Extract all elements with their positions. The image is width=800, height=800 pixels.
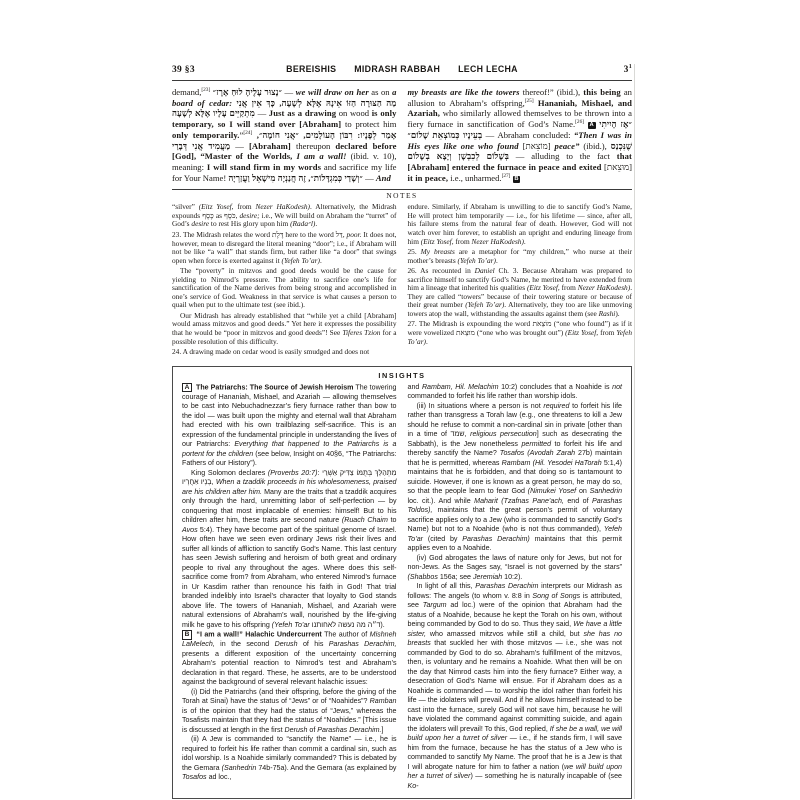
- title-bereishis: BEREISHIS: [286, 64, 337, 74]
- note-paragraph: 25. My breasts are a metaphor for “my children,” who nurse at their mother’s breasts (Yefeh To’ar).: [407, 247, 632, 265]
- insight-paragraph: King Solomon declares (Proverbs 20:7): מִתְהַלֵּךְ בְּתֻמּוֹ צַדִּיק אַשְׁרֵי בָנָיו אַחֲרָיו, When a tzaddik proceeds in his wholesomeness, praised are his children after him. Many are the traits that a tzaddik acquires only through the hard, unremitting labor of self-perfection — by conquering that most implacable of enemies: himself! But to his children after him, these traits are second nature (Ruach Chaim to Avos 5:4). They have become part of the spiritual genome of Israel. How often have we seen even ordinary Jews risk their lives and suffer all kinds of affliction to sanctify God’s Name. This last century has seen Jewish suffering and heroism of both great and ordinary people to rival any throughout the ages. Where does this self-sacrifice come from? from Abraham, who entered Nimrod’s furnace in Ur Kasdim rather than renounce his faith in God! That trial branded indelibly into Israel’s character that loyalty to God stands above life. The towers of Hananiah, Mishael, and Azariah were natural extensions of Abraham’s wall, nourished by the life-giving milk he gave to his offspring (Yefeh To’ar ד״ה מה נעשה לאחותנו).: [182, 468, 397, 629]
- insight-paragraph: In light of all this, Parashas Derachim interprets our Midrash as follows: The angels (to whom v. 8:8 in Song of Songs is attributed, see Targum ad loc.) were of the opinion that Abraham had the status of a Noahide, because he kept the Torah on his own, without being commanded by God to do so. Thus they said, We have a little sister, who amassed mitzvos while still a child, but she has no breasts that suckled her with those mitzvos — i.e., she was not commanded by God to do so. Abraham’s fulfillment of the mitzvos, then, is voluntary and he remains a Noahide. What then will be on the day that Nimrod casts him into the fiery furnace? Either way, a desecration of God’s Name will ensue. For if Abraham does as a Noahide is commanded — to worship the idol rather than forfeit his life — the idolaters will prevail. And if he allows himself instead to be cast into the furnace, surely God will not save him, because he will have violated the command against committing suicide, and again the idolaters will prevail! To this, God replied, If she be a wall, we will build upon her a turret of silver — i.e., if he stands firm, I will save him from the furnace, because he has the status of a Jew who is commanded to sanctify My Name. The proof that he is a Jew is that I will abrogate nature for him to father a nation (we will build upon her a turret of silver) — something he is naturally incapable of (see Ko-: [407, 582, 623, 790]
- main-left-column: demand,[23] ״נָצוּר עָלֶיהָ לוּחַ אָרֶז״ — we will draw on her as on a board of cedar: מַה הַצּוּרָה הַזּוֹ אֵינָהּ אֶלָּא לְשָׁעָה, כָּךְ אֵין אֲנִי מִתְקַיֵּים עָלָיו אֶלָּא לְשָׁעָה — Just as a drawing on wood is only temporary, so I will stand over [Abraham] to protect him only temporarily.”[24] אָמַר לְפָנָיו: רִבּוֹן הָעוֹלָמִים, ״אֲנִי חוֹמָה״, מַעֲמִיד אֲנִי דְּבָרַי — [Abraham] thereupon declared before [God], “Master of the Worlds, I am a wall! (ibid. v. 10), meaning: I will stand firm in my words and sacrifice my life for Your Name! ״וְשָׁדַי כְּמִגְדָּלוֹת״, זֶה חֲנַנְיָה מִישָׁאֵל וַעֲזַרְיָה — And: [172, 87, 397, 183]
- notes-right-column: [408, 203, 633, 358]
- insight-paragraph: (iii) In situations where a person is not required to forfeit his life rather than transgress a Torah law (e.g., one threatens to kill a Jew should he refuse to commit a non-cardinal sin in private [other than in a time of שמד, religious persecution] such as desecrating the Sabbath), is the Jew nonetheless permitted to forfeit his life and thereby sanctify the Name? Tosafos (Avodah Zarah 27b) maintain that he is permitted, whereas Rambam (Hil. Yesodei HaTorah 5:1,4) maintains that he is forbidden, and that doing so is tantamount to suicide. However, if one is known as a great person, he may do so, so that the people learn to fear God (Nimukei Yosef on Sanhedrin loc. cit.). And while Maharit (Tzafnas Pane’ach, end of Parashas Toldos), maintains that the great person’s permit of voluntary sacrifice applies only to a Jew (who is commanded to sanctify God’s Name) but not to a Noahide (who is not thus commanded), Yefeh To’ar (cited by Parashas Derachim) maintains that this permit applies even to a Noahide.: [407, 401, 623, 553]
- page-number-base: 3: [623, 65, 629, 75]
- insight-paragraph: (i) Did the Patriarchs (and their offspring, before the giving of the Torah at Sinai) have the status of “Jews” or of “Noahides”? Ramban is of the opinion that they had the status of “Jews,” whereas the Tosafists maintain that they had the status of “Noahides.” [This issue is discussed at length in the first Derush of Parashas Derachim.]: [182, 687, 397, 734]
- note-paragraph: Our Midrash has already established that “while yet a child [Abraham] would amass mitzvos and good deeds.” Yet here it expresses the possibility that he would be “poor in mitzvos and good deeds”! See Tiferes Tzion for a possible resolution of this difficulty.: [172, 310, 397, 346]
- insight-paragraph-a: A The Patriarchs: The Source of Jewish Heroism The towering courage of Hananiah, Mishael, and Azariah — allowing themselves to be cast into Nebuchadnezzar’s fiery furnace rather than bow to the idol — was built upon the mighty and eternal wall that Abraham had erected with his own trailblazing self-sacrifice. This is an expression of the fundamental principle in understanding the lives of our Patriarchs: Everything that happened to the Patriarchs is a portent for the children (see below, Insight on 40§6, “The Patriarchs: Fathers of our History”).: [182, 383, 397, 468]
- note-paragraph: “silver” (Eitz Yosef, from Nezer HaKodesh). Alternatively, the Midrash expounds כֶּסֶף as כֹּסֶף, desire; i.e., We will build on Abraham the “turret” of God’s desire to rest His glory upon him (Rada״l).: [172, 202, 397, 229]
- section-reference: 39 §3: [172, 65, 195, 75]
- insight-paragraph: (ii) A Jew is commanded to “sanctify the Name” — i.e., he is required to forfeit his life rather than commit a cardinal sin, such as idol worship. Is a Noahide similarly commanded? This is debated by the Gemara (Sanhedrin 74b-75a). And the Gemara (as explained by Tosafos ad loc.,: [182, 735, 397, 782]
- running-title: [242, 64, 562, 74]
- insights-columns: [182, 383, 622, 792]
- title-midrash-rabbah: MIDRASH RABBAH: [354, 64, 441, 74]
- insights-section-label: INSIGHTS: [378, 370, 426, 380]
- page-body: [172, 64, 635, 799]
- page-header: [172, 64, 632, 75]
- notes-rule: [172, 189, 632, 190]
- note-paragraph: The “poverty” in mitzvos and good deeds would be the cause for yielding to Nimrod’s pressure. The ability to sacrifice one’s life for sanctification of the Name derives from being strong and accomplished in one’s service of God. Weakness in that service is what causes a person to quail when put to the ultimate test (see ibid.).: [172, 266, 397, 310]
- note-paragraph: 26. As recounted in Daniel Ch. 3. Because Abraham was prepared to sacrifice himself to sanctify God’s Name, he merited to have extended from him a lineage that inherited his qualities (Eitz Yosef, from Nezer HaKodesh). They are called “towers” because of their towering stature or because of their great number (Yefeh To’ar). Alternatively, they too are like unmoving towers atop the wall, withstanding the assaults against them (see Rashi).: [407, 266, 633, 318]
- note-paragraph: 27. The Midrash is expounding the word מוֹצֵאת (“one who found”) as if it were vowelized מוּצֵאת (“one who was brought out”) (Eitz Yosef, from Yefeh To’ar).: [407, 319, 633, 346]
- page-number-superscript: 1: [628, 63, 632, 70]
- insight-paragraph: and Rambam, Hil. Melachim 10:2) concludes that a Noahide is not commanded to forfeit his life rather than worship idols.: [407, 382, 622, 401]
- page-number: [562, 65, 632, 75]
- notes-section: [172, 203, 632, 358]
- title-lech-lecha: LECH LECHA: [458, 64, 518, 74]
- notes-section-label: NOTES: [386, 191, 418, 201]
- notes-left-column: [172, 203, 397, 358]
- insight-paragraph-b: B “I am a wall!” Halachic Undercurrent The author of Mishneh LaMelech, in the second Derush of his Parashas Derachim, presents a different exposition of the uncertainty concerning Abraham’s potential reaction to Nimrod’s test and Abraham’s declaration in that regard. These, he asserts, are to be understood against the background of several relevant halachic issues:: [182, 630, 397, 687]
- insights-right-column: [408, 383, 623, 792]
- insights-box: [172, 366, 632, 800]
- insight-paragraph: (iv) God abrogates the laws of nature only for Jews, but not for non-Jews. As the Sages say, “Israel is not governed by the stars” (Shabbos 156a; see Jeremiah 10:2).: [407, 553, 622, 581]
- note-paragraph: endure. Similarly, if Abraham is unwilling to die to sanctify God’s Name, He will protect him temporarily — i.e., for his lifetime — since, after all, his failure stems from the natural fear of death. However, God will not watch over him forever, to establish an upright and enduring lineage from him (Eitz Yosef, from Nezer HaKodesh).: [407, 202, 632, 246]
- note-paragraph: 24. A drawing made on cedar wood is easily smudged and does not: [172, 347, 370, 357]
- main-translation-text: [172, 87, 632, 183]
- note-paragraph: 23. The Midrash relates the word דֶּלֶת here to the word דַּל, poor. It does not, however, mean to disregard the literal meaning “door”; i.e., if Abraham will not be like “a wall” that stands firm, but rather like “a door” that swings open when force is exerted against it (Yefeh To’ar).: [172, 229, 397, 265]
- header-rule: [172, 80, 632, 81]
- main-right-column: my breasts are like the towers thereof!” (ibid.), this being an allusion to Abraham’s offspring,[25] Hananiah, Mishael, and Azariah, who similarly allowed themselves to be thrown into a fiery furnace in sanctification of God’s Name.[26] A ״אָז הָיִיתִי בְעֵינָיו כְּמוֹצְאֵת שָׁלוֹם״ — Abraham concluded: “Then I was in His eyes like one who found [מוֹצֵאת] peace” (ibid.), שֶׁנִּכְנַס בְּשָׁלוֹם לְכִבְשָׁן וְיָצָא בְשָׁלוֹם — alluding to the fact that [Abraham] entered the furnace in peace and exited [מוּצֵאת] it in peace, i.e., unharmed.[27] B: [407, 87, 633, 183]
- insights-left-column: [182, 383, 397, 792]
